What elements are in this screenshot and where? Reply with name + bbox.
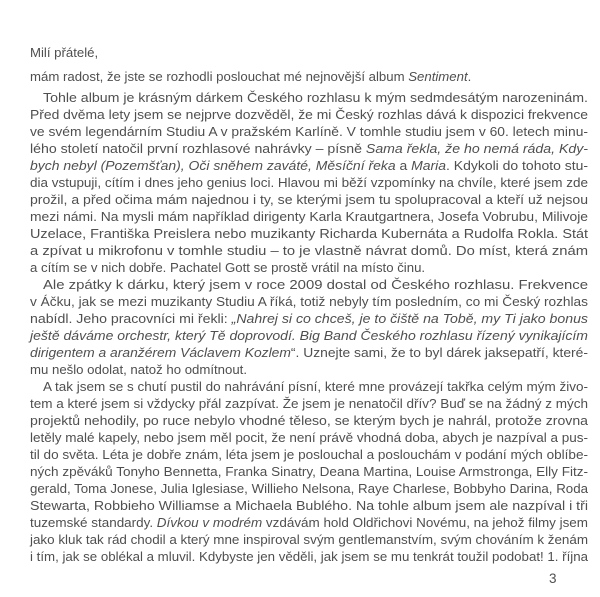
line-content [30, 480, 588, 497]
text-segment: gerald, Toma Jonese, Julia Iglesiase, Willieho Nelsona, Raye Charlese, Bobbyho Darina, Roda [30, 481, 588, 496]
italic-text-segment: bych nebyl (Pozemšťan), Oči sněhem zaváté, Měsíční řeka [30, 158, 396, 173]
text-segment: jako kluk tak rád chodil a který mne inspiroval svým gentlemanstvím, svým chováním k ženám [30, 532, 588, 547]
text-line [30, 140, 588, 157]
text-segment: ných zpěváků Tonyho Bennetta, Franka Sinatry, Deana Martina, Louise Armstronga, Elly Fitz- [30, 464, 588, 479]
text-segment: a [395, 158, 412, 173]
paragraph-intro [30, 68, 588, 85]
text-segment: lého století natočil první rozhlasové nahrávky – písně [30, 141, 366, 156]
text-segment: Tohle album je krásným dárkem Českého rozhlasu k mým sedmdesátým narozeninám. [43, 90, 588, 105]
line-content [30, 429, 588, 446]
line-content [30, 174, 588, 191]
text-segment: mezi námi. Na mysli mám například dirigenty Karla Krautgartnera, Josefa Vobrubu, Milivoje [30, 209, 588, 224]
liner-notes-text [30, 44, 588, 565]
text-segment: Před dvěma lety jsem se nejprve dozvěděl, že mi Český rozhlas dává k dispozici frekvence [30, 107, 588, 122]
line-content [30, 68, 471, 85]
text-segment: v Áčku, jak se mezi muzikanty Studiu A říká, totiž nebyly tím posledním, co mi Český rozhlas [30, 294, 588, 309]
paragraph-songs-and-idols [30, 378, 588, 565]
line-content [30, 44, 98, 61]
text-line [30, 174, 588, 191]
text-segment: prožil, a před očima mám najednou i ty, se kterými jsem tu spolupracoval a kteří už nejsou [30, 192, 588, 207]
line-content [30, 242, 588, 259]
text-line [30, 293, 588, 310]
text-segment: mám radost, že jste se rozhodli poslouchat mé nejnovější album [30, 69, 409, 84]
line-content [30, 514, 588, 531]
italic-text-segment: Sentiment [408, 69, 468, 84]
text-line [30, 68, 588, 85]
line-content [30, 548, 588, 565]
text-line [30, 548, 588, 565]
line-content [30, 123, 588, 140]
text-line [30, 327, 588, 344]
text-line [30, 463, 588, 480]
text-segment: Ale zpátky k dárku, který jsem v roce 2009 dostal od Českého rozhlasu. Frekvence [43, 277, 588, 292]
line-content [43, 378, 588, 395]
line-content [30, 497, 588, 514]
paragraph-studio-memories [30, 89, 588, 276]
italic-text-segment: Maria [411, 158, 447, 173]
text-segment: tuzemské standardy. [30, 515, 157, 530]
text-line [30, 310, 588, 327]
text-segment: tem a které jsem si vždycky přál zazpívat. Že jsem je nenatočil dřív? Buď se na žádný z mých [30, 396, 588, 411]
line-content [30, 208, 588, 225]
line-content [30, 361, 247, 378]
line-content [43, 276, 588, 293]
text-line [30, 44, 588, 61]
line-content [30, 259, 425, 276]
italic-text-segment: ještě dáváme orchestr, který Tě doprovodí. Big Band Českého rozhlasu řízený vynikajícím [30, 328, 588, 343]
text-line [30, 412, 588, 429]
text-line [30, 106, 588, 123]
line-content [30, 327, 588, 344]
text-segment: Uzelace, Františka Preislera nebo muzikanty Richarda Kubernáta a Rudolfa Rokla. Stát [30, 226, 588, 241]
italic-text-segment: „Nahrej si co chceš, je to čiště na Tobě, my Ti jako bonus [231, 311, 588, 326]
line-content [30, 106, 588, 123]
text-line [30, 378, 588, 395]
page-number: 3 [549, 571, 557, 586]
text-segment: i tím, jak se oblékal a mluvil. Kdybyste jen věděli, jak jsem se mu tenkrát toužil podobat! 1. října [30, 549, 588, 564]
text-segment: projektů nehodily, po ruce nebylo vhodné těleso, se kterým bych je nahrál, protože zrovna [30, 413, 588, 428]
text-line [30, 361, 588, 378]
line-content [30, 463, 588, 480]
line-content [30, 412, 588, 429]
text-line [30, 259, 588, 276]
text-segment: Stewarta, Robbieho Williamse a Michaela Bublého. Na tohle album jsem ale nazpíval i tři [30, 498, 588, 513]
text-segment: vzdávám hold Oldřichovi Novému, na jehož filmy jsem [262, 515, 588, 530]
italic-text-segment: Sama řekla, že ho nemá ráda, Kdy- [365, 141, 588, 156]
text-segment: . Kdykoli do tohoto stu- [446, 158, 588, 173]
text-line [30, 123, 588, 140]
paragraph-radio-gift [30, 276, 588, 378]
line-content [30, 157, 588, 174]
line-content [30, 191, 588, 208]
text-line [30, 395, 588, 412]
text-segment: “. Uznejte sami, že to byl dárek jaksepatří, které- [290, 345, 588, 360]
text-line [30, 157, 588, 174]
text-segment: til do světa. Léta je dobře znám, léta jsem je poslouchal a poslouchám v podání mých oblíbe- [30, 447, 588, 462]
line-content [30, 531, 588, 548]
text-segment: letěly malé kapely, nebo jsem měl pocit, že není právě vhodná doba, abych je nazpíval a pus- [30, 430, 588, 445]
text-segment: ve svém legendárním Studiu A v pražském Karlíně. V tomhle studiu jsem v 60. letech minu- [30, 124, 588, 139]
text-line [30, 89, 588, 106]
text-line [30, 480, 588, 497]
text-line [30, 429, 588, 446]
text-segment: a cítím se v nich dobře. Pachatel Gott se prostě vrátil na místo činu. [30, 260, 426, 275]
text-line [30, 446, 588, 463]
text-segment: Milí přátelé, [30, 45, 99, 60]
italic-text-segment: dirigentem a aranžérem Václavem Kozlem [30, 345, 291, 360]
text-line [30, 208, 588, 225]
text-line [30, 225, 588, 242]
line-content [30, 310, 588, 327]
italic-text-segment: Dívkou v modrém [156, 515, 263, 530]
line-content [30, 344, 588, 361]
text-segment: . [467, 69, 472, 84]
text-line [30, 514, 588, 531]
text-line [30, 497, 588, 514]
line-content [43, 89, 588, 106]
line-content [30, 140, 588, 157]
text-segment: dia vstupuji, cítím i dnes jeho genius loci. Hlavou mi běží vzpomínky na chvíle, které jsem zde [30, 175, 589, 190]
text-line [30, 242, 588, 259]
text-line [30, 344, 588, 361]
line-content [30, 293, 588, 310]
line-content [30, 225, 588, 242]
text-segment: nabídl. Jeho pracovníci mi řekli: [30, 311, 232, 326]
paragraph-greeting [30, 44, 588, 61]
text-segment: A tak jsem se s chutí pustil do nahrávání písní, které mne provázejí takřka celým mým živo- [43, 379, 588, 394]
text-segment: mu nešlo odolat, natož ho odmítnout. [30, 362, 248, 377]
line-content [30, 395, 588, 412]
text-line [30, 276, 588, 293]
text-segment: a zpívat u mikrofonu v tomhle studiu – to je vlastně návrat domů. Do míst, která znám [30, 243, 588, 258]
line-content [30, 446, 588, 463]
text-line [30, 191, 588, 208]
text-line [30, 531, 588, 548]
